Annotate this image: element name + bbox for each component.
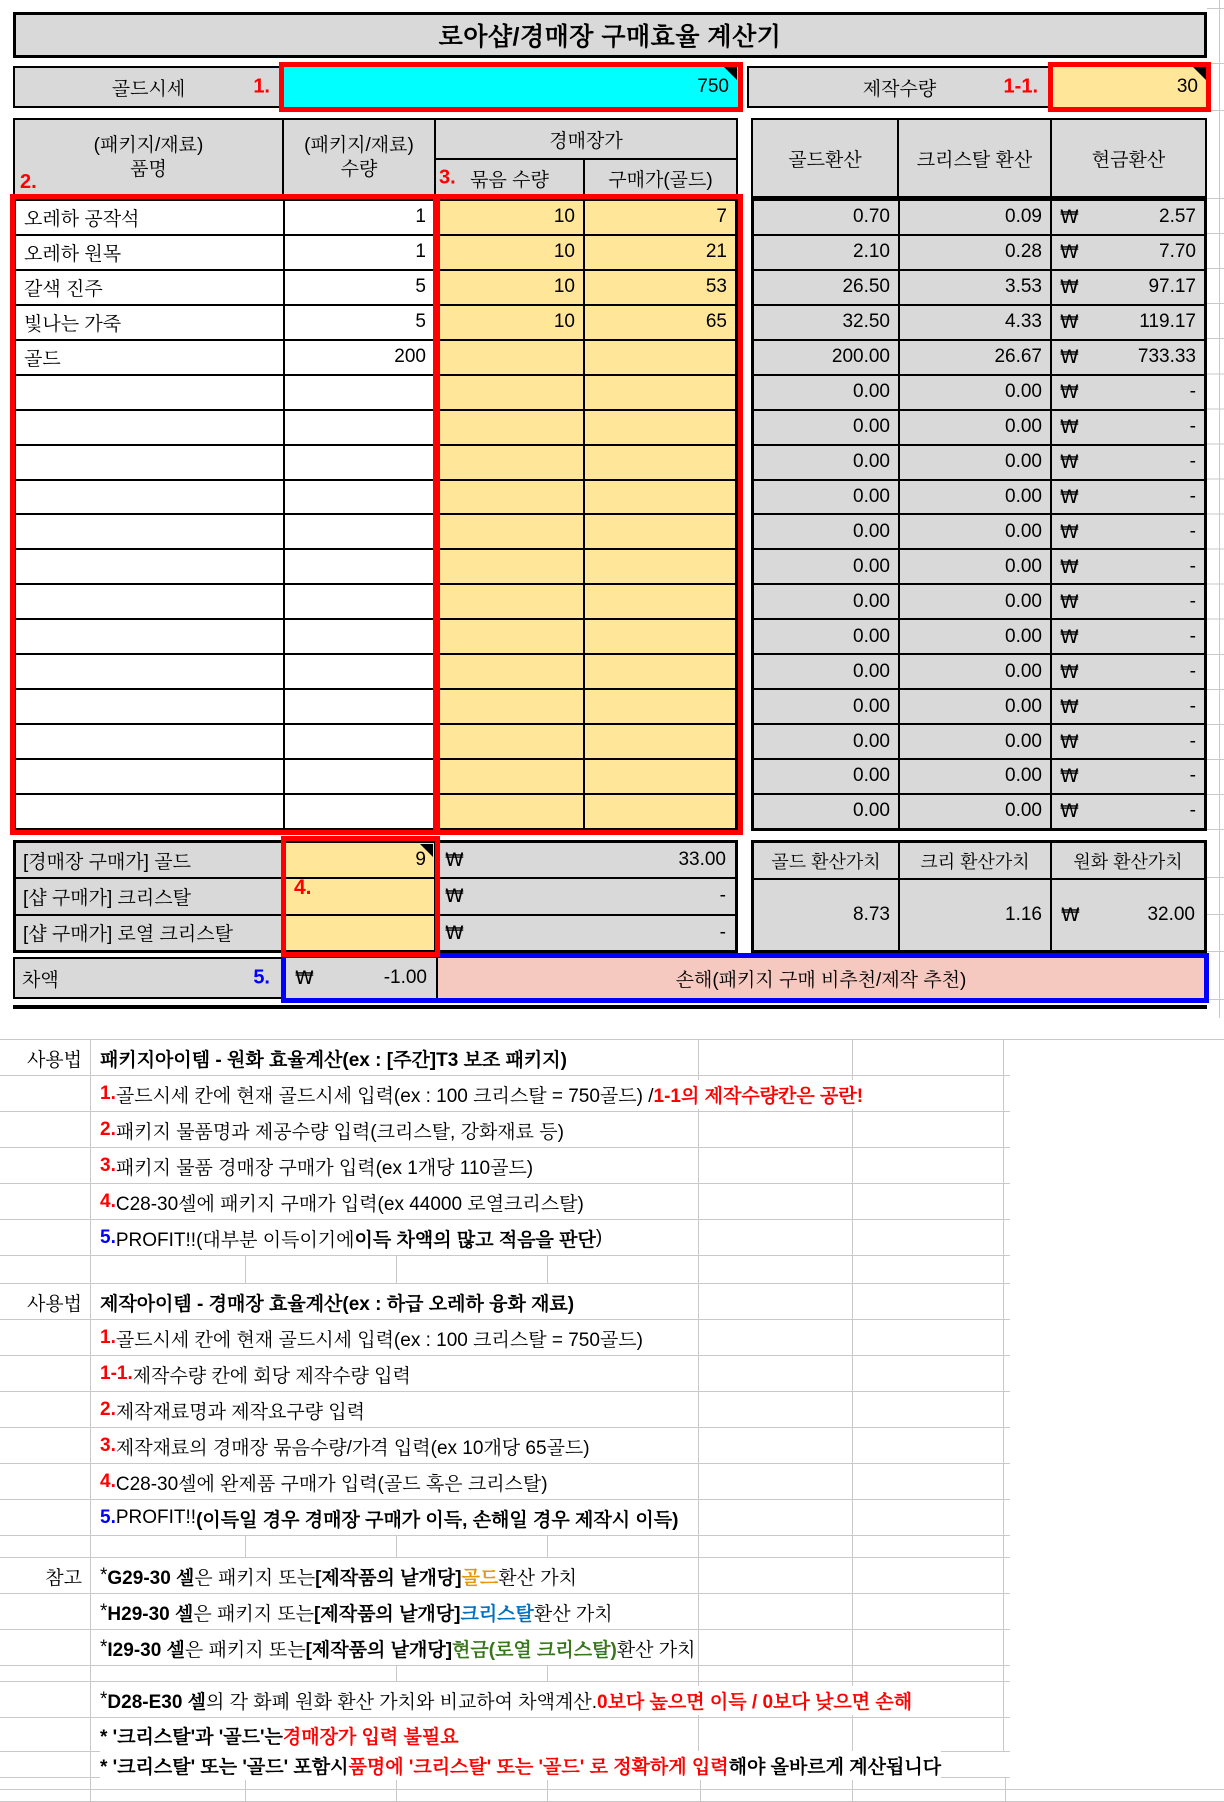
cash-value: - <box>1189 485 1196 507</box>
diff-label-cell <box>13 957 284 999</box>
gold-rate-label-cell <box>13 66 284 108</box>
comment-marker-icon <box>724 67 737 80</box>
purchase-won-cell: ₩ - <box>436 916 735 950</box>
material-row <box>16 306 735 341</box>
cell-item-qty[interactable] <box>285 481 436 514</box>
conversion-row <box>754 306 1204 341</box>
cell-crystal-conv: 0.00 <box>900 760 1052 793</box>
conversion-row <box>754 760 1204 795</box>
cell-gold-conv: 0.00 <box>754 411 900 444</box>
cell-cash-conv <box>1052 341 1204 374</box>
cell-buy-price[interactable] <box>585 481 735 514</box>
usage2-line-3: 3. 제작재료의 경매장 묶음수량/가격 입력(ex 10개당 65골드) <box>0 1428 1224 1464</box>
conversion-row <box>754 620 1204 655</box>
cell-cash-conv <box>1052 306 1204 339</box>
cell-crystal-conv: 0.00 <box>900 655 1052 688</box>
cash-value: - <box>1189 381 1196 403</box>
won-sign: ₩ <box>1060 485 1079 508</box>
cell-gold-conv: 200.00 <box>754 341 900 374</box>
purchase-won-cell: ₩ - <box>436 879 735 913</box>
cell-gold-conv: 0.00 <box>754 655 900 688</box>
cell-buy-price[interactable] <box>585 690 735 723</box>
grid-stub <box>1207 110 1224 111</box>
cell-cash-conv <box>1052 446 1204 479</box>
step-marker-1: 1. <box>253 75 270 98</box>
material-row <box>16 655 735 690</box>
cell-item-name[interactable] <box>16 760 285 793</box>
usage2-line-2: 2. 제작재료명과 제작요구량 입력 <box>0 1392 1224 1428</box>
cell-item-name[interactable]: 오레하 공작석 <box>16 201 285 234</box>
cell-bundle-qty[interactable] <box>436 795 585 828</box>
cell-crystal-conv: 0.09 <box>900 201 1052 234</box>
material-row <box>16 585 735 620</box>
won-sign: ₩ <box>445 921 464 944</box>
header-auction-group: 경매장가 <box>434 118 738 160</box>
won-sign: ₩ <box>1060 730 1079 753</box>
cash-value: - <box>1189 590 1196 612</box>
usage-notes-section <box>0 1017 1224 1802</box>
cell-item-qty[interactable]: 5 <box>285 306 436 339</box>
comment-marker-icon <box>420 844 433 857</box>
cell-item-qty[interactable]: 1 <box>285 201 436 234</box>
purchase-row-crystal <box>16 879 735 915</box>
cell-item-name[interactable]: 오레하 원목 <box>16 236 285 269</box>
won-sign: ₩ <box>1060 625 1079 648</box>
cell-buy-price[interactable] <box>585 620 735 653</box>
cell-buy-price[interactable] <box>585 341 735 374</box>
cell-gold-conv: 0.00 <box>754 481 900 514</box>
cell-item-name[interactable]: 골드 <box>16 341 285 374</box>
cell-item-name[interactable] <box>16 515 285 548</box>
usage2-title-row <box>0 1284 1224 1320</box>
won-sign: ₩ <box>1060 206 1079 229</box>
cell-bundle-qty[interactable]: 10 <box>436 236 585 269</box>
cell-crystal-conv: 0.00 <box>900 620 1052 653</box>
purchase-row-royal-crystal <box>16 916 735 950</box>
gold-rate-input-cell[interactable] <box>284 66 738 108</box>
conversion-row <box>754 376 1204 411</box>
usage1-title-row <box>0 1040 1224 1076</box>
cell-buy-price[interactable]: 53 <box>585 271 735 304</box>
step-marker-3: 3. <box>439 166 456 189</box>
cell-buy-price[interactable] <box>585 411 735 444</box>
cell-gold-conv: 0.00 <box>754 690 900 723</box>
step-marker-2: 2. <box>20 171 37 193</box>
header-crystal-conv: 크리스탈 환산 <box>897 118 1052 198</box>
cell-gold-conv: 0.00 <box>754 515 900 548</box>
cell-bundle-qty[interactable] <box>436 725 585 758</box>
cash-value: - <box>1189 660 1196 682</box>
cell-cash-conv <box>1052 411 1204 444</box>
cell-bundle-qty[interactable]: 10 <box>436 271 585 304</box>
material-row <box>16 201 735 236</box>
purchase-label: [샵 구매가] 로열 크리스탈 <box>16 916 285 950</box>
cell-item-qty[interactable] <box>285 585 436 618</box>
step-marker-1-1: 1-1. <box>1003 75 1038 98</box>
won-sign: ₩ <box>445 849 464 872</box>
header-item-name: (패키지/재료) 품명 2. <box>13 118 284 198</box>
craft-qty-label: 제작수량 <box>862 78 937 100</box>
material-row <box>16 620 735 655</box>
cell-cash-conv <box>1052 725 1204 758</box>
usage2-title: 제작아이템 - 경매장 효율계산(ex : 하급 오레하 융화 재료) <box>91 1288 1224 1317</box>
cell-buy-price[interactable] <box>585 585 735 618</box>
conversion-block <box>751 198 1207 831</box>
cash-value: 119.17 <box>1139 311 1196 333</box>
cell-item-qty[interactable] <box>285 725 436 758</box>
grid-stub <box>1207 63 1224 64</box>
cell-buy-price[interactable]: 21 <box>585 236 735 269</box>
purchase-label: [샵 구매가] 크리스탈 <box>16 879 285 913</box>
usage1-line-4: 4. C28-30셀에 패키지 구매가 입력(ex 44000 로열크리스탈) <box>0 1184 1224 1220</box>
usage1-line-5: 5. PROFIT!!(대부분 이득이기에 이득 차액의 많고 적음을 판단 ) <box>0 1220 1224 1256</box>
cell-buy-price[interactable] <box>585 760 735 793</box>
cash-value: - <box>1189 730 1196 752</box>
cell-crystal-conv: 26.67 <box>900 341 1052 374</box>
unit-value-block <box>751 840 1207 953</box>
cell-item-name[interactable] <box>16 620 285 653</box>
usage1-line-3: 3. 패키지 물품 경매장 구매가 입력(ex 1개당 110골드) <box>0 1148 1224 1184</box>
cash-value: - <box>1189 765 1196 787</box>
cell-crystal-conv: 0.00 <box>900 725 1052 758</box>
header-gold-conv: 골드환산 <box>751 118 899 198</box>
cell-item-name[interactable]: 갈색 진주 <box>16 271 285 304</box>
cell-crystal-conv: 0.00 <box>900 481 1052 514</box>
grid-stub <box>1207 877 1224 878</box>
note-line-2: * H29-30 셀 은 패키지 또는 [제작품의 낱개당] 크리스탈 환산 가치 <box>0 1594 1224 1630</box>
cell-cash-conv <box>1052 620 1204 653</box>
cell-gold-conv: 0.70 <box>754 201 900 234</box>
gold-rate-label: 골드시세 <box>111 78 186 100</box>
conversion-row <box>754 655 1204 690</box>
cell-item-qty[interactable]: 1 <box>285 236 436 269</box>
cell-item-qty[interactable] <box>285 446 436 479</box>
cell-buy-price[interactable] <box>585 655 735 688</box>
won-sign: ₩ <box>1060 381 1079 404</box>
cell-cash-conv <box>1052 655 1204 688</box>
material-row <box>16 550 735 585</box>
cell-buy-price[interactable] <box>585 550 735 583</box>
sheet-title: 로아샵/경매장 구매효율 계산기 <box>13 12 1207 58</box>
cell-item-qty[interactable]: 200 <box>285 341 436 374</box>
unit-value-values <box>754 880 1204 950</box>
cell-bundle-qty[interactable] <box>436 446 585 479</box>
spacer-row <box>0 1017 1224 1040</box>
usage1-line-2: 2. 패키지 물품명과 제공수량 입력(크리스탈, 강화재료 등) <box>0 1112 1224 1148</box>
cell-bundle-qty[interactable] <box>436 655 585 688</box>
note-line-6: * '크리스탈' 또는 '골드' 포함시 품명에 '크리스탈' 또는 '골드' 로 정확하게 입력 해야 올바르게 계산됩니다 <box>0 1752 1224 1778</box>
conversion-row <box>754 690 1204 725</box>
unit-value-header-cash: 원화 환산가치 <box>1052 843 1204 878</box>
header-bundle-qty: 묶음 수량 3. <box>434 158 585 198</box>
cell-bundle-qty[interactable] <box>436 690 585 723</box>
won-sign: ₩ <box>1060 241 1079 264</box>
material-row <box>16 481 735 516</box>
cell-crystal-conv: 0.00 <box>900 550 1052 583</box>
cell-buy-price[interactable] <box>585 795 735 828</box>
cell-cash-conv <box>1052 690 1204 723</box>
material-row <box>16 515 735 550</box>
cell-item-name[interactable]: 빛나는 가죽 <box>16 306 285 339</box>
unit-value-header-gold: 골드 환산가치 <box>754 843 900 878</box>
cell-item-qty[interactable]: 5 <box>285 271 436 304</box>
conversion-row <box>754 446 1204 481</box>
unit-value-gold: 8.73 <box>754 880 900 950</box>
conversion-row <box>754 411 1204 446</box>
material-row <box>16 690 735 725</box>
cell-cash-conv <box>1052 515 1204 548</box>
header-cash-conv: 현금환산 <box>1050 118 1207 198</box>
cell-item-qty[interactable] <box>285 550 436 583</box>
conversion-row <box>754 341 1204 376</box>
note-line-3: * I29-30 셀 은 패키지 또는 [제작품의 낱개당] 현금(로열 크리스탈) 환산 가치 <box>0 1630 1224 1666</box>
usage2-line-5: 5. PROFIT!! (이득일 경우 경매장 구매가 이득, 손해일 경우 제작시 이득) <box>0 1500 1224 1536</box>
cash-value: 733.33 <box>1137 346 1196 368</box>
purchase-block <box>13 840 738 953</box>
cash-value: - <box>1189 416 1196 438</box>
won-sign: ₩ <box>1060 590 1079 613</box>
materials-input-block <box>13 198 738 831</box>
cell-bundle-qty[interactable] <box>436 481 585 514</box>
conversion-row <box>754 236 1204 271</box>
won-sign: ₩ <box>1060 660 1079 683</box>
grid-stub <box>1207 8 1224 9</box>
cell-bundle-qty[interactable] <box>436 341 585 374</box>
cell-item-name[interactable] <box>16 585 285 618</box>
won-sign: ₩ <box>295 967 314 989</box>
cell-crystal-conv: 0.00 <box>900 515 1052 548</box>
cell-item-name[interactable] <box>16 481 285 514</box>
grid-stub <box>1207 999 1224 1000</box>
cash-value: - <box>1189 625 1196 647</box>
craft-qty-value: 30 <box>1176 76 1198 97</box>
step-marker-5: 5. <box>253 966 270 989</box>
empty-row <box>0 1790 1224 1802</box>
cell-cash-conv <box>1052 481 1204 514</box>
unit-value-headers <box>754 843 1204 880</box>
cell-item-name[interactable] <box>16 655 285 688</box>
cell-crystal-conv: 0.00 <box>900 690 1052 723</box>
cell-gold-conv: 0.00 <box>754 376 900 409</box>
cell-gold-conv: 0.00 <box>754 620 900 653</box>
usage-label: 사용법 <box>0 1040 91 1076</box>
cell-gold-conv: 0.00 <box>754 725 900 758</box>
cash-value: 97.17 <box>1148 276 1196 298</box>
cell-cash-conv <box>1052 585 1204 618</box>
cell-gold-conv: 32.50 <box>754 306 900 339</box>
won-sign: ₩ <box>1060 346 1079 369</box>
cell-item-qty[interactable] <box>285 411 436 444</box>
purchase-row-gold <box>16 843 735 879</box>
cash-value: - <box>1189 800 1196 822</box>
empty-row <box>0 1666 1224 1682</box>
won-sign: ₩ <box>445 885 464 908</box>
cell-item-qty[interactable] <box>285 795 436 828</box>
won-sign: ₩ <box>1060 555 1079 578</box>
won-sign: ₩ <box>1060 800 1079 823</box>
cell-cash-conv <box>1052 236 1204 269</box>
step-marker-4: 4. <box>294 876 312 899</box>
cash-value: 2.57 <box>1159 206 1196 228</box>
cell-item-name[interactable] <box>16 411 285 444</box>
cell-cash-conv <box>1052 201 1204 234</box>
cell-cash-conv <box>1052 795 1204 828</box>
sheet-bottom-border <box>13 1005 1207 1009</box>
cell-buy-price[interactable]: 65 <box>585 306 735 339</box>
cell-gold-conv: 26.50 <box>754 271 900 304</box>
cash-value: - <box>1189 451 1196 473</box>
material-row <box>16 236 735 271</box>
cell-gold-conv: 0.00 <box>754 550 900 583</box>
won-sign: ₩ <box>1060 695 1079 718</box>
diff-won-cell: ₩ -1.00 <box>286 958 438 998</box>
diff-label: 차액 <box>22 969 59 991</box>
cell-gold-conv: 0.00 <box>754 795 900 828</box>
cell-item-qty[interactable] <box>285 620 436 653</box>
cell-buy-price[interactable] <box>585 515 735 548</box>
cell-item-name[interactable] <box>16 446 285 479</box>
cell-item-qty[interactable] <box>285 760 436 793</box>
empty-row <box>0 1256 1224 1284</box>
diff-result-box <box>281 953 1209 1003</box>
won-sign: ₩ <box>1060 765 1079 788</box>
cell-cash-conv <box>1052 271 1204 304</box>
cash-value: 7.70 <box>1159 241 1196 263</box>
purchase-label: [경매장 구매가] 골드 <box>16 843 285 877</box>
cell-gold-conv: 0.00 <box>754 446 900 479</box>
unit-value-cash: ₩ 32.00 <box>1052 880 1204 950</box>
cash-value: - <box>1189 555 1196 577</box>
cell-item-name[interactable] <box>16 795 285 828</box>
cell-bundle-qty[interactable] <box>436 585 585 618</box>
header-buy-price: 구매가(골드) <box>583 158 738 198</box>
usage-label: 사용법 <box>0 1284 91 1320</box>
empty-row <box>0 1778 1224 1790</box>
material-row <box>16 795 735 828</box>
cell-item-qty[interactable] <box>285 690 436 723</box>
cell-bundle-qty[interactable]: 10 <box>436 201 585 234</box>
usage1-line-1: 1. 골드시세 칸에 현재 골드시세 입력(ex : 100 크리스탈 = 750골드) / 1-1의 제작수량칸은 공란! <box>0 1076 1224 1112</box>
cell-item-name[interactable] <box>16 725 285 758</box>
note-line-4: * D28-E30 셀 의 각 화폐 원화 환산 가치와 비교하여 차액계산. 0보다 높으면 이득 / 0보다 낮으면 손해 <box>0 1682 1224 1718</box>
conversion-row <box>754 481 1204 516</box>
material-row <box>16 446 735 481</box>
won-sign: ₩ <box>1061 904 1080 926</box>
cell-cash-conv <box>1052 376 1204 409</box>
cell-bundle-qty[interactable] <box>436 376 585 409</box>
reference-label: 참고 <box>0 1558 91 1594</box>
material-row <box>16 376 735 411</box>
cell-bundle-qty[interactable] <box>436 760 585 793</box>
grid-stub-strip <box>1207 198 1224 831</box>
material-row <box>16 341 735 376</box>
cell-gold-conv: 2.10 <box>754 236 900 269</box>
conversion-row <box>754 725 1204 760</box>
cell-item-qty[interactable] <box>285 515 436 548</box>
conversion-row <box>754 585 1204 620</box>
purchase-input-cell[interactable]: 9 <box>285 843 436 877</box>
cell-crystal-conv: 0.00 <box>900 376 1052 409</box>
won-sign: ₩ <box>1060 416 1079 439</box>
cell-crystal-conv: 0.00 <box>900 585 1052 618</box>
cell-crystal-conv: 0.00 <box>900 446 1052 479</box>
cell-crystal-conv: 0.28 <box>900 236 1052 269</box>
cell-buy-price[interactable]: 7 <box>585 201 735 234</box>
unit-value-header-crystal: 크리 환산가치 <box>900 843 1052 878</box>
cell-buy-price[interactable] <box>585 376 735 409</box>
won-sign: ₩ <box>1060 520 1079 543</box>
cell-item-qty[interactable] <box>285 376 436 409</box>
conversion-row <box>754 515 1204 550</box>
material-row <box>16 760 735 795</box>
gold-rate-value: 750 <box>697 76 729 97</box>
won-sign: ₩ <box>1060 276 1079 299</box>
won-sign: ₩ <box>1060 451 1079 474</box>
conversion-row <box>754 550 1204 585</box>
cell-buy-price[interactable] <box>585 725 735 758</box>
material-row <box>16 411 735 446</box>
won-sign: ₩ <box>1060 311 1079 334</box>
unit-value-crystal: 1.16 <box>900 880 1052 950</box>
grid-stub <box>1207 914 1224 915</box>
cell-crystal-conv: 4.33 <box>900 306 1052 339</box>
cell-item-name[interactable] <box>16 550 285 583</box>
conversion-row <box>754 271 1204 306</box>
cash-value: - <box>1189 520 1196 542</box>
material-row <box>16 725 735 760</box>
craft-qty-input-cell[interactable] <box>1052 66 1207 108</box>
cell-item-name[interactable] <box>16 376 285 409</box>
cell-bundle-qty[interactable]: 10 <box>436 306 585 339</box>
note-line-5: * '크리스탈'과 '골드'는 경매장가 입력 불필요 <box>0 1718 1224 1752</box>
purchase-input-cell[interactable] <box>285 916 436 950</box>
usage2-line-4: 4. C28-30셀에 완제품 구매가 입력(골드 혹은 크리스탈) <box>0 1464 1224 1500</box>
cell-bundle-qty[interactable] <box>436 550 585 583</box>
conversion-row <box>754 795 1204 828</box>
usage1-title: 패키지아이템 - 원화 효율계산(ex : [주간]T3 보조 패키지) <box>91 1044 1224 1073</box>
cell-gold-conv: 0.00 <box>754 760 900 793</box>
craft-qty-label-cell <box>747 66 1052 108</box>
cash-value: - <box>1189 695 1196 717</box>
conversion-row <box>754 201 1204 236</box>
cell-buy-price[interactable] <box>585 446 735 479</box>
cell-crystal-conv: 3.53 <box>900 271 1052 304</box>
empty-row <box>0 1536 1224 1558</box>
cell-bundle-qty[interactable] <box>436 515 585 548</box>
cell-item-name[interactable] <box>16 690 285 723</box>
diff-verdict-cell: 손해(패키지 구매 비추천/제작 추천) <box>438 958 1204 998</box>
cell-gold-conv: 0.00 <box>754 585 900 618</box>
cell-cash-conv <box>1052 760 1204 793</box>
grid-stub <box>1207 951 1224 952</box>
usage2-line-1-1: 1-1. 제작수량 칸에 회당 제작수량 입력 <box>0 1356 1224 1392</box>
cell-cash-conv <box>1052 550 1204 583</box>
cell-bundle-qty[interactable] <box>436 411 585 444</box>
purchase-won-cell: ₩ 33.00 <box>436 843 735 877</box>
cell-item-qty[interactable] <box>285 655 436 688</box>
comment-marker-icon <box>1193 67 1206 80</box>
note-line-1: 참고 * G29-30 셀 은 패키지 또는 [제작품의 낱개당] 골드 환산 가치 <box>0 1558 1224 1594</box>
cell-crystal-conv: 0.00 <box>900 411 1052 444</box>
header-item-qty: (패키지/재료) 수량 <box>282 118 436 198</box>
material-row <box>16 271 735 306</box>
cell-bundle-qty[interactable] <box>436 620 585 653</box>
usage2-line-1: 1. 골드시세 칸에 현재 골드시세 입력(ex : 100 크리스탈 = 750골드) <box>0 1320 1224 1356</box>
cell-crystal-conv: 0.00 <box>900 795 1052 828</box>
